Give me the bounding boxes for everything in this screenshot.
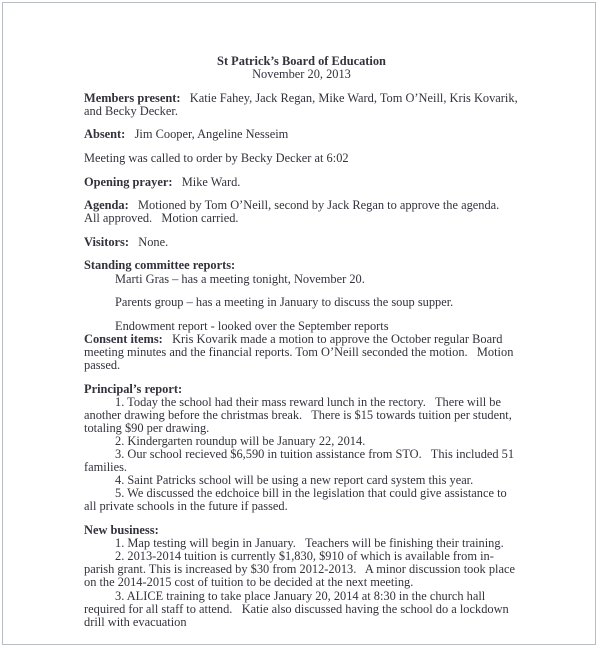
call-to-order — [84, 152, 519, 165]
agenda-label: Agenda: — [84, 198, 129, 213]
new-business-item-2 — [84, 550, 519, 589]
new-business-heading-label: New business: — [84, 523, 159, 538]
opening-prayer — [84, 176, 519, 189]
call-to-order-text: Meeting was called to order by Becky Decker at 6:02 — [84, 150, 349, 165]
agenda — [84, 199, 519, 225]
new-business-item-3-text: 3. ALICE training to take place January 20, 2014 at 8:30 in the church hall required for all staff to attend. Katie also discussed having the school do a lockdown drill with evacuation — [84, 588, 512, 629]
new-business-item-1-text: 1. Map testing will begin in January. Teachers will be finishing their training. — [115, 536, 504, 551]
new-business-item-2-text: 2. 2013-2014 tuition is currently $1,830, $910 of which is available from in-parish grant. This is increased by $30 from 2012-2013. A minor discussion took place on the 2014-2015 cost of tuition to be decided at the next meeting. — [84, 549, 519, 590]
principals-report-item-4-text: 4. Saint Patricks school will be using a new report card system this year. — [115, 473, 474, 488]
standing-committee-item-parents-group-text: Parents group – has a meeting in January to discuss the soup supper. — [115, 295, 454, 310]
standing-committee-item-marti-gras — [84, 273, 519, 286]
principals-report-item-5 — [84, 487, 519, 513]
standing-committee-item-parents-group — [84, 296, 519, 309]
members-present-label: Members present: — [84, 90, 181, 105]
standing-committee-item-endowment-report-text: Endowment report - looked over the September reports — [115, 318, 389, 333]
opening-prayer-text: Mike Ward. — [172, 174, 241, 189]
doc-title-text: St Patrick’s Board of Education — [217, 54, 386, 68]
visitors-label: Visitors: — [84, 234, 129, 249]
principals-report-item-1 — [84, 396, 519, 435]
absent-label: Absent: — [84, 127, 126, 142]
standing-committee-item-marti-gras-text: Marti Gras – has a meeting tonight, November 20. — [115, 271, 365, 286]
agenda-text: Motioned by Tom O’Neill, second by Jack Regan to approve the agenda. All approved. Motion carried. — [84, 198, 512, 226]
absent — [84, 128, 519, 141]
document-body — [84, 55, 519, 629]
members-present — [84, 92, 519, 118]
principals-report-item-3 — [84, 448, 519, 474]
principals-report-item-2-text: 2. Kindergarten roundup will be January 22, 2014. — [115, 433, 366, 448]
principals-report-item-1-text: 1. Today the school had their mass reward lunch in the rectory. There will be another drawing before the christmas break. There is $15 towards tuition per student, totaling $90 per drawing. — [84, 394, 515, 435]
principals-report-heading-label: Principal’s report: — [84, 381, 183, 396]
consent-items-text: Kris Kovarik made a motion to approve the October regular Board meeting minutes and the financial reports. Tom O’Neill seconded the motion. Motion passed. — [84, 331, 517, 372]
members-present-text: Katie Fahey, Jack Regan, Mike Ward, Tom O’Neill, Kris Kovarik, and Becky Decker. — [84, 90, 521, 118]
visitors-text: None. — [128, 234, 169, 249]
principals-report-item-5-text: 5. We discussed the edchoice bill in the legislation that could give assistance to all private schools in the future if passed. — [84, 486, 510, 514]
visitors — [84, 236, 519, 249]
absent-text: Jim Cooper, Angeline Nesseim — [125, 127, 289, 142]
principals-report-item-3-text: 3. Our school recieved $6,590 in tuition assistance from STO. This included 51 families. — [84, 447, 518, 475]
consent-items — [84, 333, 519, 372]
doc-date — [84, 68, 519, 81]
new-business-item-3 — [84, 590, 519, 629]
doc-date-text: November 20, 2013 — [252, 67, 351, 82]
consent-items-label: Consent items: — [84, 331, 163, 346]
standing-committee-reports-heading-label: Standing committee reports: — [84, 258, 236, 273]
document-page — [2, 2, 596, 645]
opening-prayer-label: Opening prayer: — [84, 174, 173, 189]
